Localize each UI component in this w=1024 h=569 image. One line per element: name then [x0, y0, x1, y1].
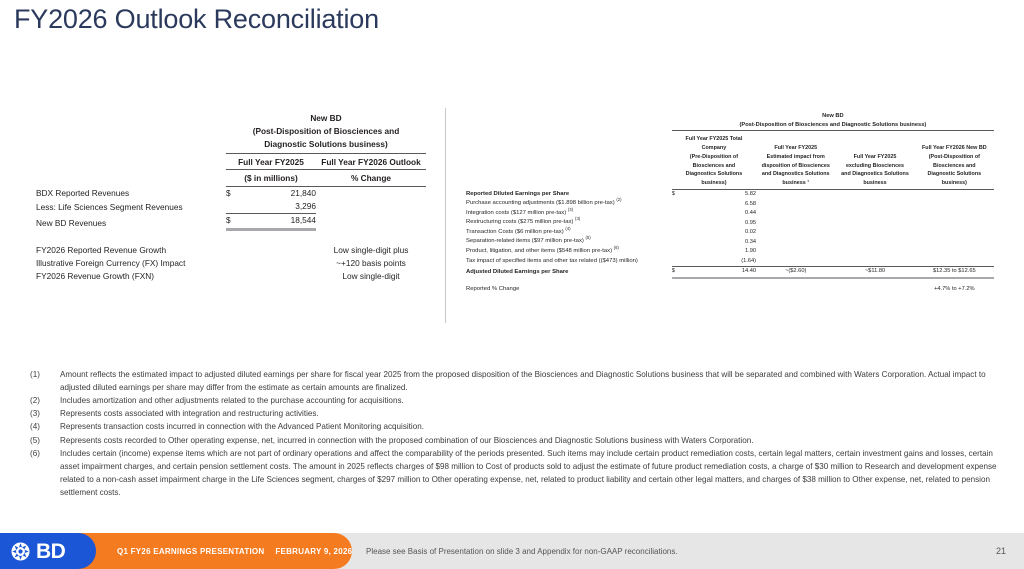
table-row	[36, 187, 426, 200]
slide-footer	[0, 533, 1024, 569]
footnote-text: Includes certain (income) expense items which are not part of ordinary operations and affect the comparability of the periods presented. Such items may include certain product remediation costs, certain legal matters, certain investment gains and losses, certain asset impairment charges, and certain pension settlement costs. The amount in 2025 reflects charges of $98 million to Cost of products sold to adjust the estimate of future product remediation costs, a charge of $30 million to Research and development expense related to a non-cash asset impairment charge in the Life Sciences segment, charges of $297 million to Other operating expense, net, related to product liability and certain other legal matters, and charges of $38 million to Other expense, net, related to pension settlement costs.	[60, 448, 997, 497]
row-value: (1.64)	[741, 257, 757, 264]
row-label: New BD Revenues	[36, 217, 107, 228]
row-value: ~+120 basis points	[336, 257, 406, 268]
table-subheader-row	[36, 170, 426, 187]
left-group-header-line2: (Post-Disposition of Biosciences and	[252, 125, 400, 136]
row-pct	[316, 214, 426, 230]
row-value: 5.82	[744, 190, 757, 197]
row-label: FY2026 Revenue Growth (FXN)	[36, 270, 155, 281]
table-row	[466, 237, 994, 247]
row-col3-value: ~$11.80	[835, 266, 914, 278]
footnote-text: Represents costs associated with integration and restructuring activities.	[60, 409, 319, 419]
left-group-header-line3: Diagnostic Solutions business)	[264, 138, 388, 149]
row-label: Restructuring costs ($275 million pre-tax) $^{(3)}$	[466, 216, 581, 226]
row-currency: $	[226, 214, 240, 230]
footnote-item	[30, 434, 1010, 447]
row-pct	[316, 200, 426, 213]
table-spacer	[466, 278, 994, 285]
footer-presentation-meta	[117, 533, 352, 569]
footnote-ref: (5)	[585, 235, 591, 241]
row-label: BDX Reported Revenues	[36, 188, 130, 199]
footnote-text: Includes amortization and other adjustments related to the purchase accounting for acquisitions.	[60, 396, 404, 406]
row-col2-value: ~($2.60)	[756, 266, 835, 278]
table-row	[466, 189, 994, 199]
bd-starburst-icon	[11, 542, 30, 561]
bd-logo-text: BD	[36, 539, 66, 563]
table-row	[466, 285, 994, 295]
right-col2-header: Full Year FY2025 Estimated impact from disposition of Biosciences and Diagnostics Solutions business ¹	[756, 132, 835, 189]
footnote-item	[30, 368, 1010, 394]
row-currency	[226, 200, 240, 213]
row-value: Low single-digit plus	[333, 244, 409, 255]
table-column-header-row	[36, 153, 426, 170]
left-col1-subheader: ($ in millions)	[226, 170, 316, 187]
left-col1-header: Full Year FY2025	[226, 153, 316, 170]
page-title: FY2026 Outlook Reconciliation	[14, 4, 379, 34]
footnote-ref: (2)	[616, 197, 622, 203]
footnote-number: (6)	[30, 448, 40, 458]
footnote-item	[30, 420, 1010, 433]
table-total-row	[36, 214, 426, 230]
row-label: Reported Diluted Earnings per Share	[466, 190, 570, 197]
row-label: FY2026 Reported Revenue Growth	[36, 244, 167, 255]
footer-presentation-title: Q1 FY26 EARNINGS PRESENTATION	[117, 546, 265, 556]
table-row	[466, 199, 994, 209]
row-col4-value: +4.7% to +7.2%	[934, 286, 975, 293]
table-row	[36, 270, 426, 283]
row-label: Adjusted Diluted Earnings per Share	[466, 269, 569, 276]
row-label: Integration costs ($127 million pre-tax) $^{(3)}$	[466, 206, 574, 216]
slide-content	[0, 100, 1024, 330]
row-currency: $	[226, 188, 231, 199]
footnote-number: (2)	[30, 396, 40, 406]
left-group-header-line1: New BD	[310, 113, 342, 123]
right-col4-header: Full Year FY2026 New BD (Post-Disposition of Biosciences and Diagnostic Solutions business)	[915, 132, 994, 189]
row-label: Product, litigation, and other items ($548 million pre-tax) $^{(6)}$	[466, 245, 619, 255]
footnote-ref: (3)	[567, 206, 574, 212]
row-value: 3,296	[295, 201, 316, 212]
footnote-number: (3)	[30, 409, 40, 419]
bd-logo	[0, 533, 96, 569]
left-col2-subheader: % Change	[316, 170, 426, 187]
row-pct	[316, 187, 426, 200]
left-col2-header: Full Year FY2026 Outlook	[316, 153, 426, 170]
row-value: 0.95	[744, 219, 757, 226]
footnote-text: Amount reflects the estimated impact to adjusted diluted earnings per share for fiscal year 2025 from the proposed disposition of the Biosciences and Diagnostic Solutions business that will be separated and combined with Waters Corporation. Actual impact to adjusted diluted earnings per share may differ from the estimate as certain amounts are finalized.	[60, 370, 986, 393]
table-row	[466, 209, 994, 219]
row-value: 0.44	[744, 210, 757, 217]
footnote-ref: (6)	[613, 245, 619, 251]
page-number: 21	[995, 546, 1006, 556]
footnote-number: (5)	[30, 435, 40, 445]
row-value: 0.34	[744, 238, 757, 245]
row-value: 0.02	[744, 229, 757, 236]
right-col1-header: Full Year FY2025 Total Company (Pre-Disposition of Biosciences and Diagnostics Solutions business)	[672, 132, 756, 189]
table-row	[36, 257, 426, 270]
table-spacer	[36, 229, 426, 244]
row-col4-value: $12.35 to $12.65	[915, 266, 994, 278]
row-label: Transaction Costs ($6 million pre-tax) $^{(4)}$	[466, 225, 571, 235]
table-group-header-row	[36, 112, 426, 153]
table-row	[466, 218, 994, 228]
footnote-item	[30, 447, 1010, 499]
row-currency: $	[672, 266, 684, 278]
row-label: Purchase accounting adjustments ($1.898 billion pre-tax) $^{(2)}$	[466, 197, 622, 207]
footnote-text: Represents transaction costs incurred in connection with the Advanced Patient Monitoring acquisition.	[60, 422, 424, 432]
footnote-ref: (3)	[575, 216, 581, 222]
table-row	[36, 200, 426, 213]
vertical-divider	[445, 108, 446, 323]
table-total-row	[466, 266, 994, 278]
row-label: Tax impact of specified items and other tax related (($473) million)	[466, 257, 638, 264]
footnote-number: (4)	[30, 422, 40, 432]
row-value: 1.90	[744, 248, 757, 255]
footnote-item	[30, 394, 1010, 407]
right-group-header	[672, 112, 994, 132]
right-group-header-line1: New BD	[822, 113, 844, 119]
row-label: Separation-related items ($97 million pre-tax) $^{(5)}$	[466, 235, 591, 245]
table-column-header-row	[466, 132, 994, 189]
table-row	[466, 228, 994, 238]
row-label: Less: Life Sciences Segment Revenues	[36, 201, 183, 212]
row-value: 18,544	[240, 214, 316, 230]
table-row	[36, 244, 426, 257]
footnote-text: Represents costs recorded to Other operating expense, net, incurred in connection with the proposed combination of our Biosciences and Diagnostic Solutions business with Waters Corporation.	[60, 435, 754, 445]
row-label: Illustrative Foreign Currency (FX) Impact	[36, 257, 186, 268]
footnote-item	[30, 407, 1010, 420]
left-group-header	[226, 112, 426, 153]
right-col3-header: Full Year FY2025 excluding Biosciences and Diagnostics Solutions business	[835, 132, 914, 189]
row-value: 6.58	[744, 200, 757, 207]
footnote-ref: (4)	[565, 225, 571, 231]
row-value: 14.40	[684, 266, 756, 278]
footer-date: FEBRUARY 9, 2026	[275, 546, 353, 556]
row-value: 21,840	[290, 188, 316, 199]
eps-reconciliation-table	[466, 112, 994, 295]
table-row	[466, 257, 994, 267]
revenue-reconciliation-table	[36, 112, 426, 282]
table-row	[466, 247, 994, 257]
footnotes-list	[30, 368, 1010, 499]
right-group-header-line2: (Post-Disposition of Biosciences and Diagnostic Solutions business)	[672, 121, 994, 131]
footnote-number: (1)	[30, 370, 40, 379]
table-group-header-row	[466, 112, 994, 132]
footer-basis-note: Please see Basis of Presentation on slide 3 and Appendix for non-GAAP reconciliations.	[366, 546, 678, 556]
row-label: Reported % Change	[466, 286, 520, 293]
row-value: Low single-digit	[342, 270, 400, 281]
row-currency: $	[671, 190, 675, 197]
